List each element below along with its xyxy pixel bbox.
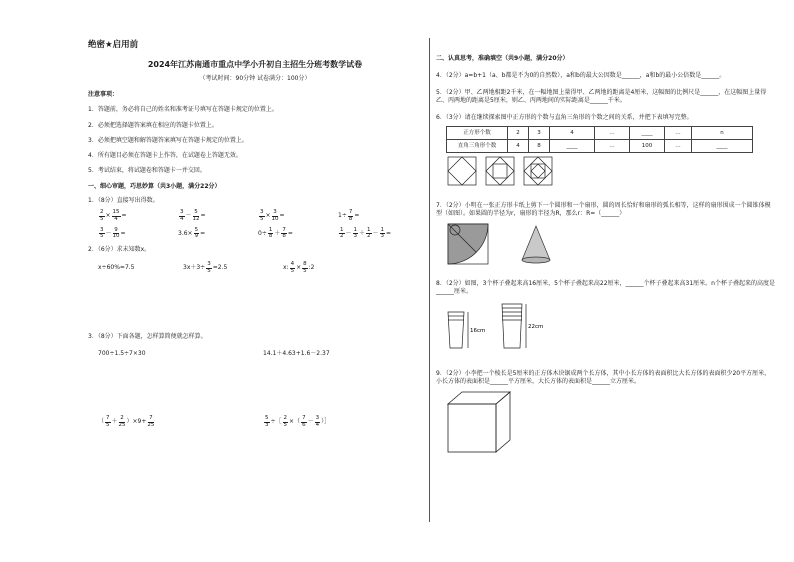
question-5: 5．（2分）甲、乙两地相距2千米，在一幅地图上量得甲、乙两地的距离是4厘米，这幅图的比例尺是______，在这幅图上量得乙、丙两地的距离是5厘米，则乙、丙两地间的实际距离是______千米。 — [436, 89, 767, 105]
question-3-label: 3．（8分）下面各题，怎样算简便就怎样算。 — [88, 332, 207, 340]
table-cell: 直角三角形个数 — [447, 140, 508, 153]
q3-row2 — [98, 416, 422, 429]
table-cell: 4 — [550, 127, 595, 140]
table-cell: n — [692, 127, 753, 140]
table-cell: 4 — [508, 140, 529, 153]
notice-item: 2．必须把选择题答案填在相应的答题卡位置上。 — [88, 121, 218, 129]
table-cell: 2 — [508, 127, 529, 140]
q3-row1 — [98, 350, 422, 358]
notice-item: 4．所有题目必须在答题卡上作答，在试题卷上答题无效。 — [88, 151, 242, 159]
notice-heading: 注意事项： — [88, 91, 119, 99]
q3-expr1: 700÷1.5÷7×30 — [98, 349, 146, 357]
question-1-label: 1．（8分）直接写出得数。 — [88, 197, 159, 205]
q3-expr3: （ $\frac{7}{5}$ ＋ $\frac{2}{25}$ ）×9+ $\frac{7}{25}$ — [98, 414, 155, 428]
notice-item: 3．必须把填空题和解答题答案填写在答题卡规定的位置上。 — [88, 136, 248, 144]
q1-grid — [98, 210, 422, 240]
table-cell: 8 — [529, 140, 550, 153]
exam-title: 2024年江苏南通市重点中学小升初自主招生分班考数学试卷 — [147, 60, 363, 70]
q1-item: 3.6× $\frac{5}{9}$ = — [178, 226, 206, 240]
cup-height-label-2: 22cm — [528, 324, 544, 331]
q2-eq2: 3x＋3÷ $\frac{3}{5}$ =2.5 — [183, 261, 228, 275]
right-column — [436, 55, 776, 459]
q3-expr4: $\frac{5}{3}$ ÷［ $\frac{2}{5}$ ×（ $\frac{7}{6}$ － $\frac{3}{4}$ ）］ — [265, 414, 331, 428]
table-row — [447, 127, 753, 140]
table-cell: 3 — [529, 127, 550, 140]
q1-item: $\frac{3}{4}$ － $\frac{5}{12}$ = — [180, 209, 206, 222]
q1-item: 0÷ $\frac{1}{8}$ ＋ $\frac{7}{8}$ = — [258, 226, 293, 240]
cup-height-label-1: 16cm — [470, 328, 486, 335]
notice-item: 1．答题前，务必将自己的姓名和准考证号填写在答题卡规定的位置上。 — [88, 106, 278, 114]
table-cell: … — [665, 140, 692, 153]
nested-squares-figure — [446, 155, 566, 189]
question-6: 6．（3分）请在继续探索图中正方形的个数与直角三角形的个数之间的关系，并把下表填写完整。 — [436, 114, 693, 122]
column-divider — [429, 38, 430, 522]
question-4: 4．（2分）a=b+1（a、b都是不为0的自然数），a和b的最大公因数是______，a和b的最小公倍数是______。 — [436, 72, 726, 80]
table-cell: 正方形个数 — [447, 127, 508, 140]
cube-figure — [446, 390, 526, 456]
secret-label: 绝密★启用前 — [88, 40, 139, 50]
table-cell: ____ — [630, 127, 665, 140]
table-cell: ____ — [550, 140, 595, 153]
table-row — [447, 140, 753, 153]
q3-expr2: 14.1＋4.63+1.6－2.37 — [263, 349, 330, 357]
q1-item: $\frac{2}{5}$ × $\frac{15}{4}$ = — [100, 209, 127, 222]
q1-item: $\frac{3}{5}$ × $\frac{3}{10}$ = — [260, 209, 285, 222]
section1-heading: 一、细心审题，巧思妙算（共3小题，满分22分） — [88, 182, 221, 190]
cone-figure — [446, 222, 596, 268]
question-7: 7．（2分）小明在一张正方形卡纸上剪下一个圆形和一个扇形，圆的周长恰好和扇形的弧长相等，这样的扇形围成一个圆锥体模型（如图）。如果圆的半径为r，扇形的半径为R，那么r：R=（______） — [436, 201, 771, 217]
table-cell: … — [595, 127, 630, 140]
section2-heading: 二、认真思考，准确填空（共9小题，满分20分） — [436, 55, 569, 62]
question-8: 8．（2分）如图，3个杯子叠起来高16厘米，5个杯子叠起来高22厘米，______个杯子叠起来高31厘米。n个杯子叠起来的高度是______厘米。 — [436, 279, 775, 295]
notice-item: 5．考试结束，将试题卷和答题卡一并交回。 — [88, 166, 206, 174]
table-cell: … — [595, 140, 630, 153]
left-column — [88, 40, 422, 429]
question-2-label: 2．（6分）求未知数x。 — [88, 246, 151, 254]
table-cell: ____ — [692, 140, 753, 153]
table-cell: 100 — [630, 140, 665, 153]
table-cell: … — [665, 127, 692, 140]
q6-table — [446, 126, 753, 153]
q2-equations — [98, 262, 422, 275]
question-9: 9．（2分）小李把一个棱长是5厘米的正方体木块锯成两个长方体，其中小长方体的表面积比大长方体的表面积少20平方厘米，小长方体的表面积是______平方厘米，大长方体的表面积是______立方厘米。 — [436, 370, 771, 386]
q2-eq3: x: $\frac{4}{5}$ × $\frac{8}{5}$ :2 — [283, 261, 315, 275]
q2-eq1: x÷60%=7.5 — [98, 264, 135, 272]
stacked-cups-figure — [442, 298, 562, 358]
exam-subtitle: （考试时间：90分钟 试卷满分：100分） — [199, 75, 311, 83]
q1-item: $\frac{3}{5}$ － $\frac{9}{10}$ = — [100, 226, 126, 240]
q1-item: 1÷ $\frac{7}{8}$ = — [338, 209, 360, 222]
q1-item: $\frac{1}{2}$ － $\frac{1}{3}$ ＋ $\frac{1}{2}$ － $\frac{1}{3}$ = — [340, 226, 392, 240]
